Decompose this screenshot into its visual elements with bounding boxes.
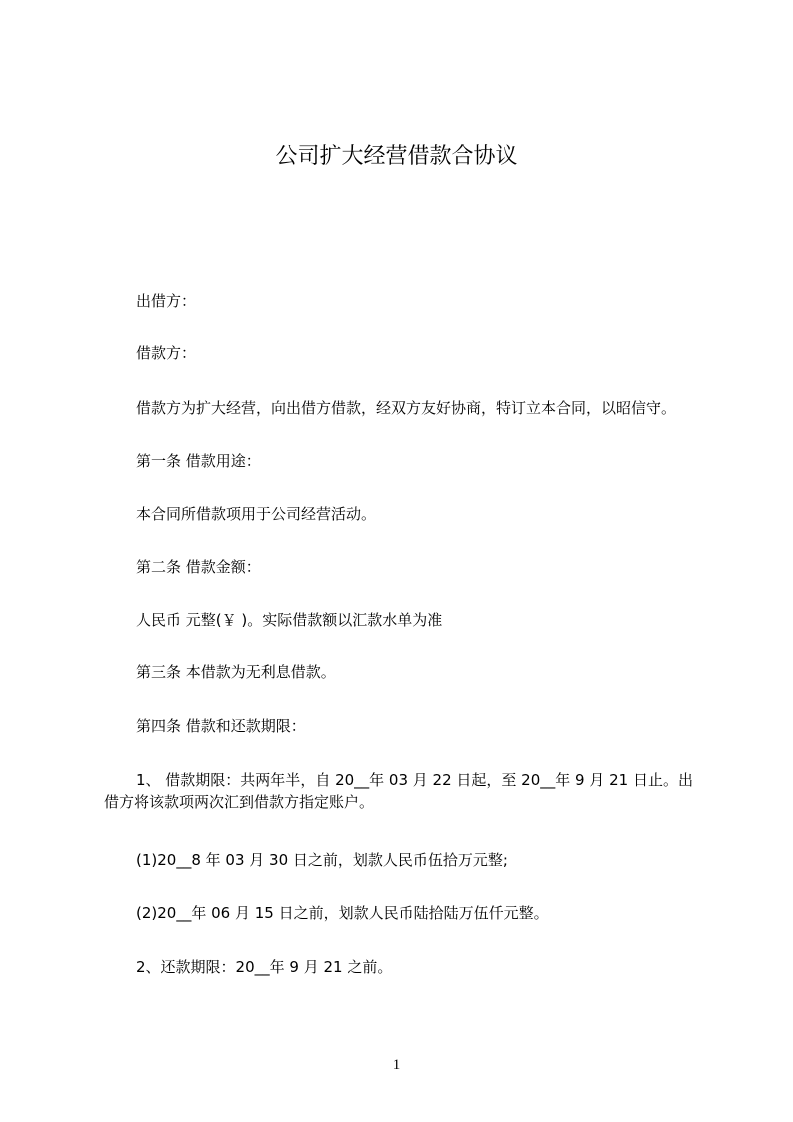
article4-heading: 第四条 借款和还款期限： xyxy=(136,717,306,735)
article1-heading: 第一条 借款用途： xyxy=(136,452,261,470)
clause1-item-2: (2)20__年 06 月 15 日之前，划款人民币陆拾陆万伍仟元整。 xyxy=(136,904,549,922)
clause1-line-1: 1、 借款期限：共两年半，自 20__年 03 月 22 日起，至 20__年 9 月 21 日止。出 xyxy=(136,771,693,789)
document-title: 公司扩大经营借款合协议 xyxy=(275,144,518,169)
article2-heading: 第二条 借款金额： xyxy=(136,558,261,576)
borrower-line: 借款方： xyxy=(136,344,197,362)
page-number: 1 xyxy=(392,1057,401,1073)
lender-line: 出借方： xyxy=(136,292,197,310)
clause1-item-1: (1)20__8 年 03 月 30 日之前，划款人民币伍拾万元整; xyxy=(136,851,508,869)
article2-body: 人民币 元整(￥ )。实际借款额以汇款水单为准 xyxy=(136,611,443,629)
clause1-line-2: 借方将该款项两次汇到借款方指定账户。 xyxy=(104,793,375,811)
article3-line: 第三条 本借款为无利息借款。 xyxy=(136,663,336,681)
clause2-line: 2、还款期限：20__年 9 月 21 之前。 xyxy=(136,958,393,976)
article1-body: 本合同所借款项用于公司经营活动。 xyxy=(136,505,377,523)
clause1-paragraph xyxy=(104,769,704,813)
preamble-paragraph: 借款方为扩大经营，向出借方借款，经双方友好协商，特订立本合同，以昭信守。 xyxy=(136,399,677,417)
